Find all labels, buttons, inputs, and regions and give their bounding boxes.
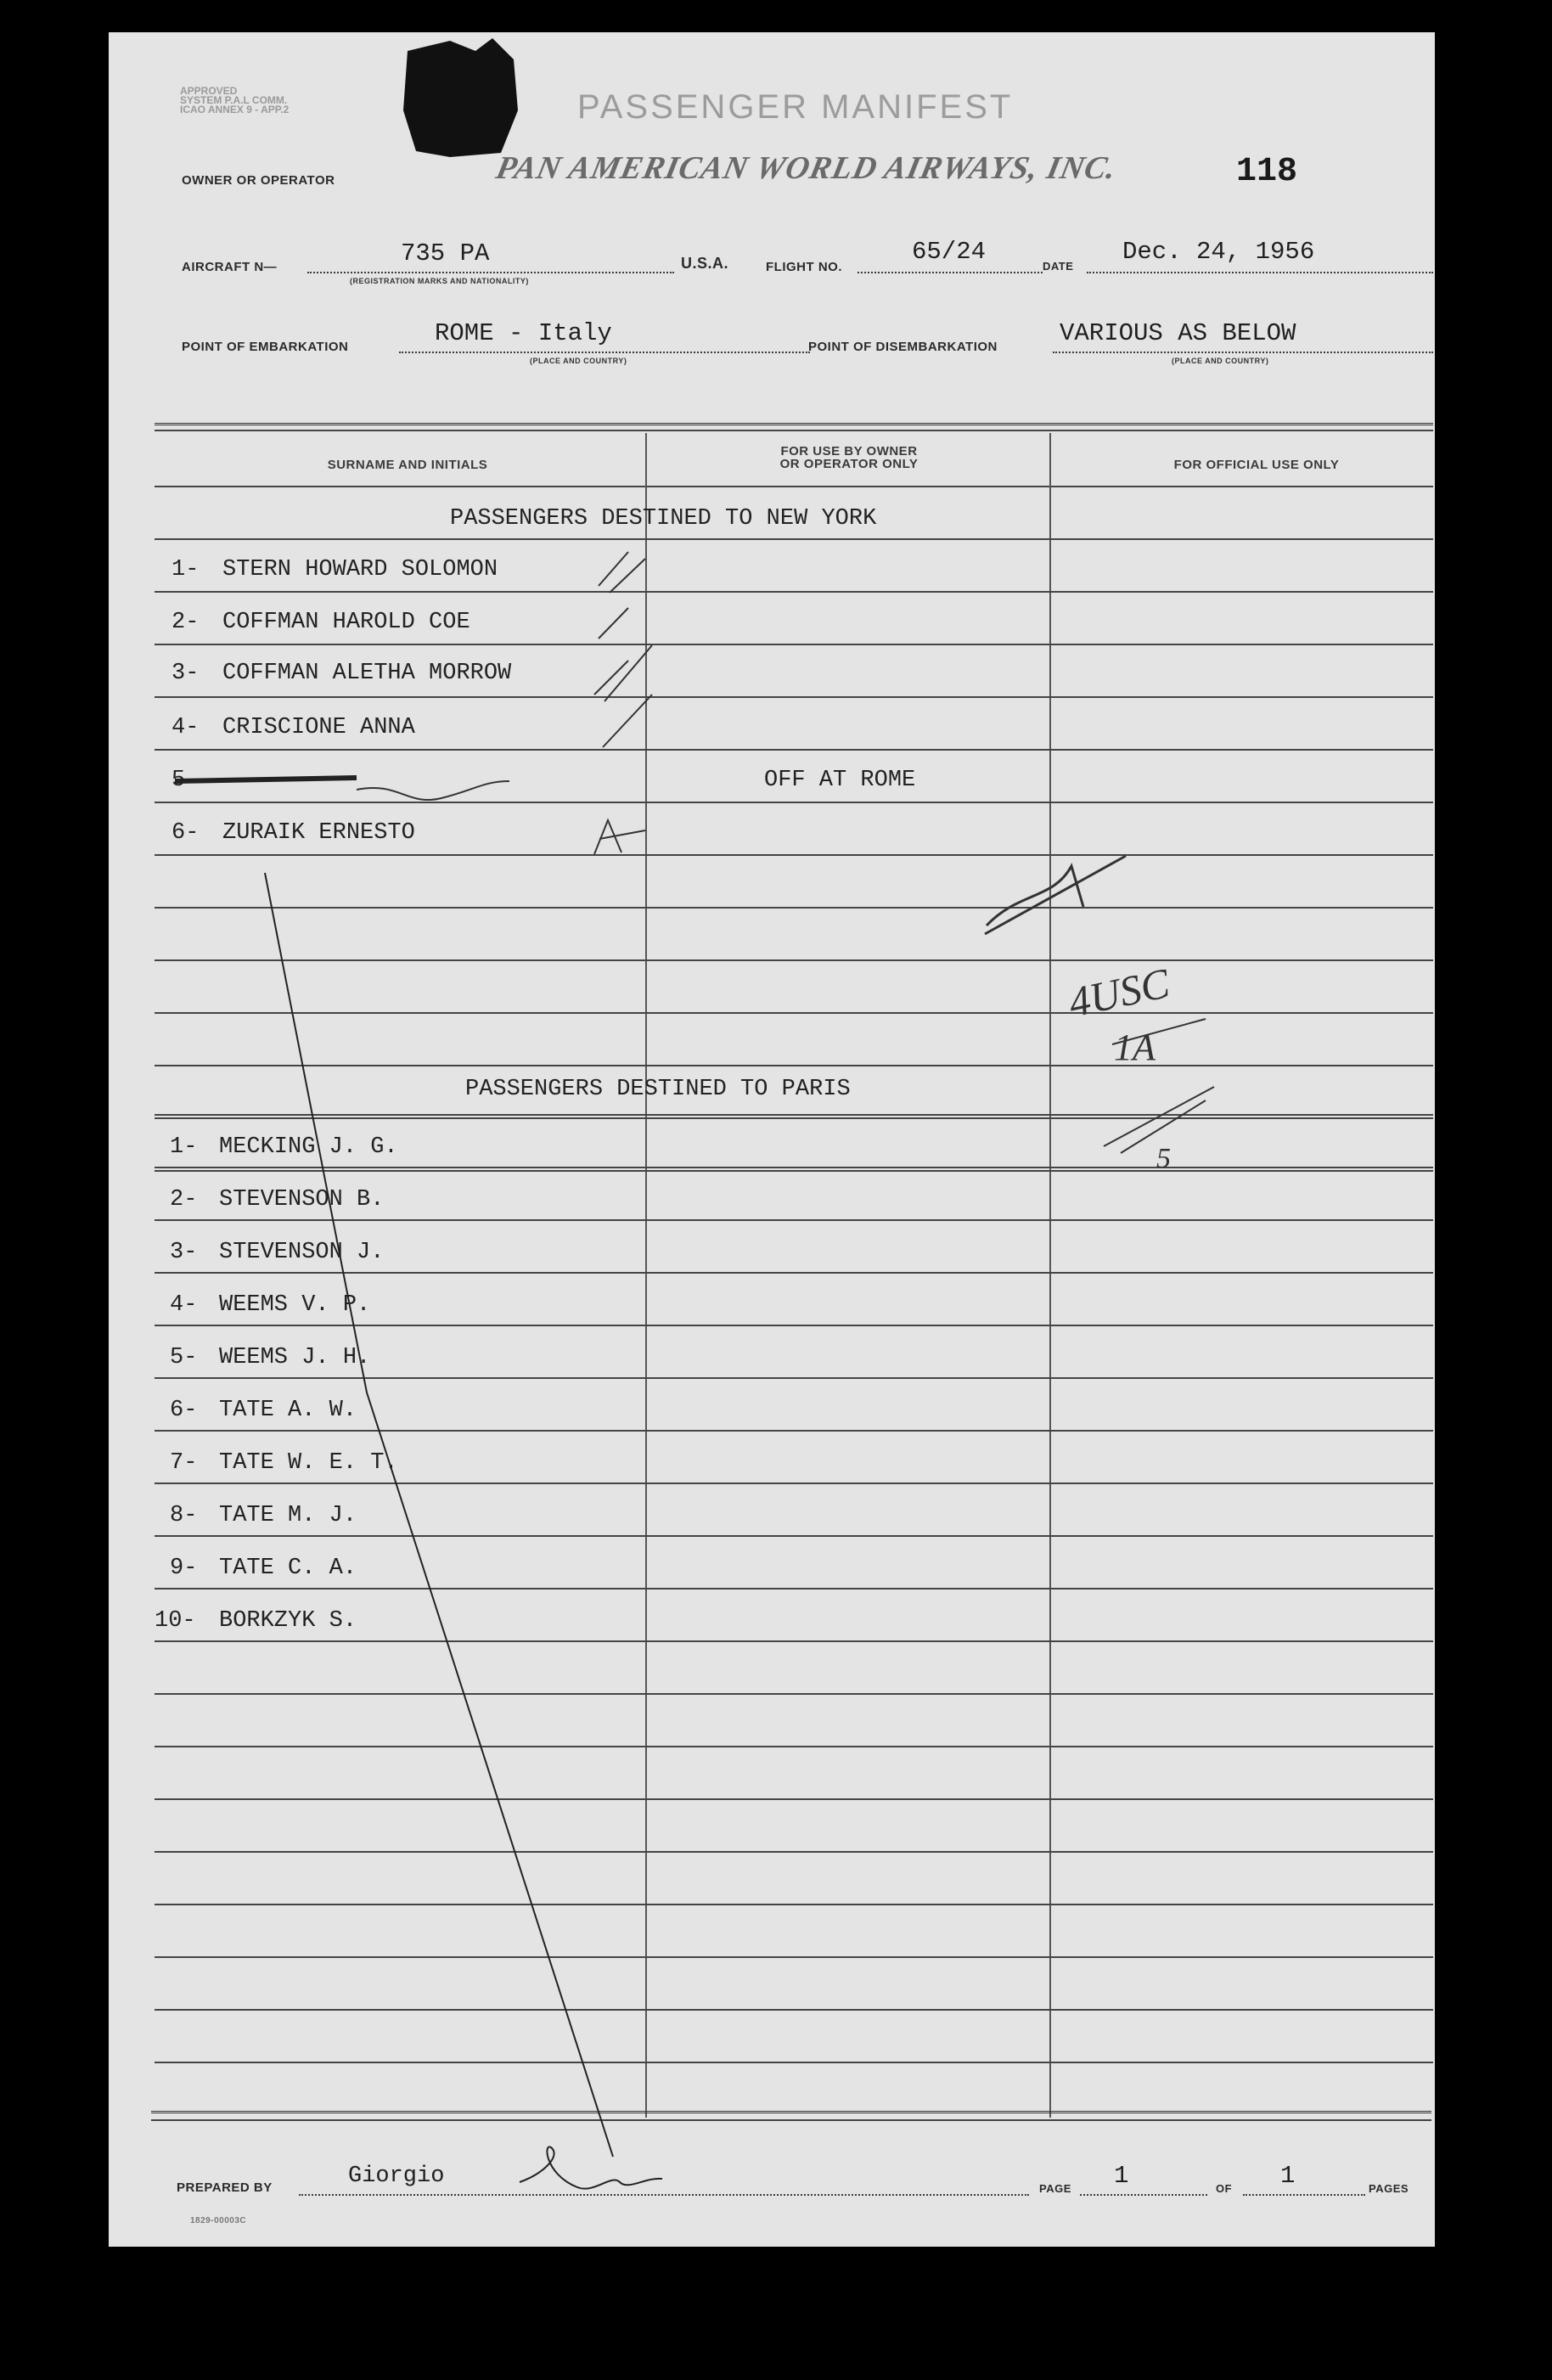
form-code: 1829-00003C	[190, 2216, 247, 2225]
row-rule	[155, 1588, 1433, 1589]
row-rule	[155, 538, 1433, 540]
row-rule	[155, 1325, 1433, 1326]
passenger-name: WEEMS J. H.	[219, 1345, 371, 1370]
row-number: 1-	[172, 557, 200, 582]
row-rule	[155, 1012, 1433, 1014]
passenger-name: BORKZYK S.	[219, 1608, 357, 1634]
header-bottom-rule	[155, 486, 1433, 487]
row-rule	[155, 1065, 1433, 1066]
footer-top-rule	[151, 2111, 1431, 2113]
date-underline	[1087, 272, 1433, 273]
row-number: 6-	[172, 820, 200, 846]
flight-value: 65/24	[912, 238, 987, 266]
row-number: 7-	[170, 1450, 198, 1476]
owner-use-line-2: OR OPERATOR ONLY	[779, 457, 919, 471]
row-rule	[155, 749, 1433, 751]
passenger-name: WEEMS V. P.	[219, 1292, 371, 1318]
row-rule	[155, 1904, 1433, 1905]
passenger-name: TATE W. E. T.	[219, 1450, 398, 1476]
row-number: 1-	[170, 1134, 198, 1160]
row-number: 10-	[155, 1608, 196, 1634]
approval-line-1: APPROVED	[180, 85, 238, 97]
row-rule	[155, 1167, 1433, 1168]
page-title: PASSENGER MANIFEST	[577, 88, 1014, 126]
embark-underline	[399, 352, 810, 353]
row-rule	[155, 696, 1433, 698]
passenger-name: ZURAIK ERNESTO	[222, 820, 415, 846]
disembark-value: VARIOUS AS BELOW	[1060, 319, 1296, 347]
row-number: 2-	[170, 1187, 198, 1213]
usa-label: U.S.A.	[681, 255, 729, 272]
sheet-number: 118	[1236, 153, 1298, 191]
row-rule	[155, 1693, 1433, 1695]
row-rule	[155, 907, 1433, 909]
page-underline	[1080, 2194, 1207, 2196]
row-rule	[155, 1535, 1433, 1537]
embark-value: ROME - Italy	[435, 319, 612, 347]
date-label: DATE	[1043, 260, 1074, 273]
row-rule	[155, 959, 1433, 961]
owner-use-column-header	[696, 445, 1002, 470]
official-note-3: 5	[1156, 1143, 1171, 1174]
row-number: 8-	[170, 1503, 198, 1528]
of-value: 1	[1280, 2162, 1296, 2190]
row-rule	[155, 1117, 1433, 1119]
approval-line-3: ICAO ANNEX 9 - APP.2	[180, 104, 290, 115]
table-top-rule	[155, 423, 1433, 425]
passenger-name: STERN HOWARD SOLOMON	[222, 557, 498, 582]
owner-value: PAN AMERICAN WORLD AIRWAYS, INC.	[492, 150, 1121, 186]
row-number: 2-	[172, 610, 200, 635]
row-rule	[155, 854, 1433, 856]
row-number: 4-	[172, 715, 200, 740]
section-heading-paris: PASSENGERS DESTINED TO PARIS	[465, 1077, 851, 1102]
row-rule	[155, 1170, 1433, 1172]
prepared-by-underline	[299, 2194, 1029, 2196]
row-rule	[155, 1377, 1433, 1379]
date-value: Dec. 24, 1956	[1122, 238, 1315, 266]
row-number: 3-	[170, 1240, 198, 1265]
row-rule	[155, 1219, 1433, 1221]
surname-column-header: SURNAME AND INITIALS	[327, 458, 488, 472]
column-divider-2	[1049, 433, 1051, 2118]
column-divider-1	[645, 433, 647, 2118]
approval-stamp	[180, 87, 289, 115]
embark-caption: (PLACE AND COUNTRY)	[530, 357, 627, 365]
footer-top-rule-2	[151, 2119, 1431, 2121]
disembark-underline	[1053, 352, 1433, 353]
row-rule	[155, 2062, 1433, 2063]
passenger-name: STEVENSON J.	[219, 1240, 385, 1265]
row-number: 5-	[170, 1345, 198, 1370]
official-use-column-header: FOR OFFICIAL USE ONLY	[1173, 458, 1340, 472]
official-note-1: 4USC	[1064, 959, 1173, 1027]
passenger-name: TATE C. A.	[219, 1556, 357, 1581]
owner-use-line-1: FOR USE BY OWNER	[780, 444, 918, 459]
row-number: 4-	[170, 1292, 198, 1318]
passenger-name: COFFMAN HAROLD COE	[222, 610, 470, 635]
row-rule	[155, 802, 1433, 803]
of-underline	[1243, 2194, 1365, 2196]
row-note: OFF AT ROME	[764, 768, 916, 793]
passenger-name: STEVENSON B.	[219, 1187, 385, 1213]
row-rule	[155, 1483, 1433, 1484]
pages-label: PAGES	[1369, 2182, 1409, 2195]
row-rule	[155, 1798, 1433, 1800]
row-rule	[155, 1746, 1433, 1747]
row-rule	[155, 1640, 1433, 1642]
row-number: 6-	[170, 1398, 198, 1423]
prepared-by-value: Giorgio	[348, 2163, 445, 2189]
row-rule	[155, 591, 1433, 593]
flight-underline	[858, 272, 1043, 273]
of-label: OF	[1216, 2182, 1233, 2195]
passenger-name: TATE M. J.	[219, 1503, 357, 1528]
torn-corner-mark	[399, 34, 526, 161]
aircraft-label: AIRCRAFT N—	[182, 260, 278, 274]
row-number: 5-	[172, 768, 200, 793]
disembark-caption: (PLACE AND COUNTRY)	[1172, 357, 1269, 365]
passenger-name: CRISCIONE ANNA	[222, 715, 415, 740]
aircraft-value: 735 PA	[401, 239, 490, 267]
approval-line-2: SYSTEM P.A.L COMM.	[180, 94, 288, 106]
row-rule	[155, 1956, 1433, 1958]
owner-label: OWNER OR OPERATOR	[182, 173, 335, 188]
page-label: PAGE	[1039, 2182, 1071, 2195]
embark-label: POINT OF EMBARKATION	[182, 340, 349, 354]
row-rule	[155, 644, 1433, 645]
passenger-name: TATE A. W.	[219, 1398, 357, 1423]
row-rule	[155, 1851, 1433, 1853]
page-value: 1	[1114, 2162, 1129, 2190]
row-rule	[155, 1114, 1433, 1116]
table-top-rule-2	[155, 430, 1433, 431]
disembark-label: POINT OF DISEMBARKATION	[808, 340, 998, 354]
passenger-name: MECKING J. G.	[219, 1134, 398, 1160]
row-number: 3-	[172, 661, 200, 686]
row-rule	[155, 1430, 1433, 1432]
row-rule	[155, 2009, 1433, 2011]
official-note-2: 1A	[1114, 1027, 1156, 1068]
section-heading-new-york: PASSENGERS DESTINED TO NEW YORK	[450, 506, 877, 532]
aircraft-caption: (REGISTRATION MARKS AND NATIONALITY)	[350, 277, 529, 285]
row-number: 9-	[170, 1556, 198, 1581]
prepared-by-label: PREPARED BY	[177, 2180, 273, 2195]
row-rule	[155, 1272, 1433, 1274]
aircraft-underline	[307, 272, 674, 273]
passenger-name: COFFMAN ALETHA MORROW	[222, 661, 512, 686]
flight-label: FLIGHT NO.	[766, 260, 842, 274]
